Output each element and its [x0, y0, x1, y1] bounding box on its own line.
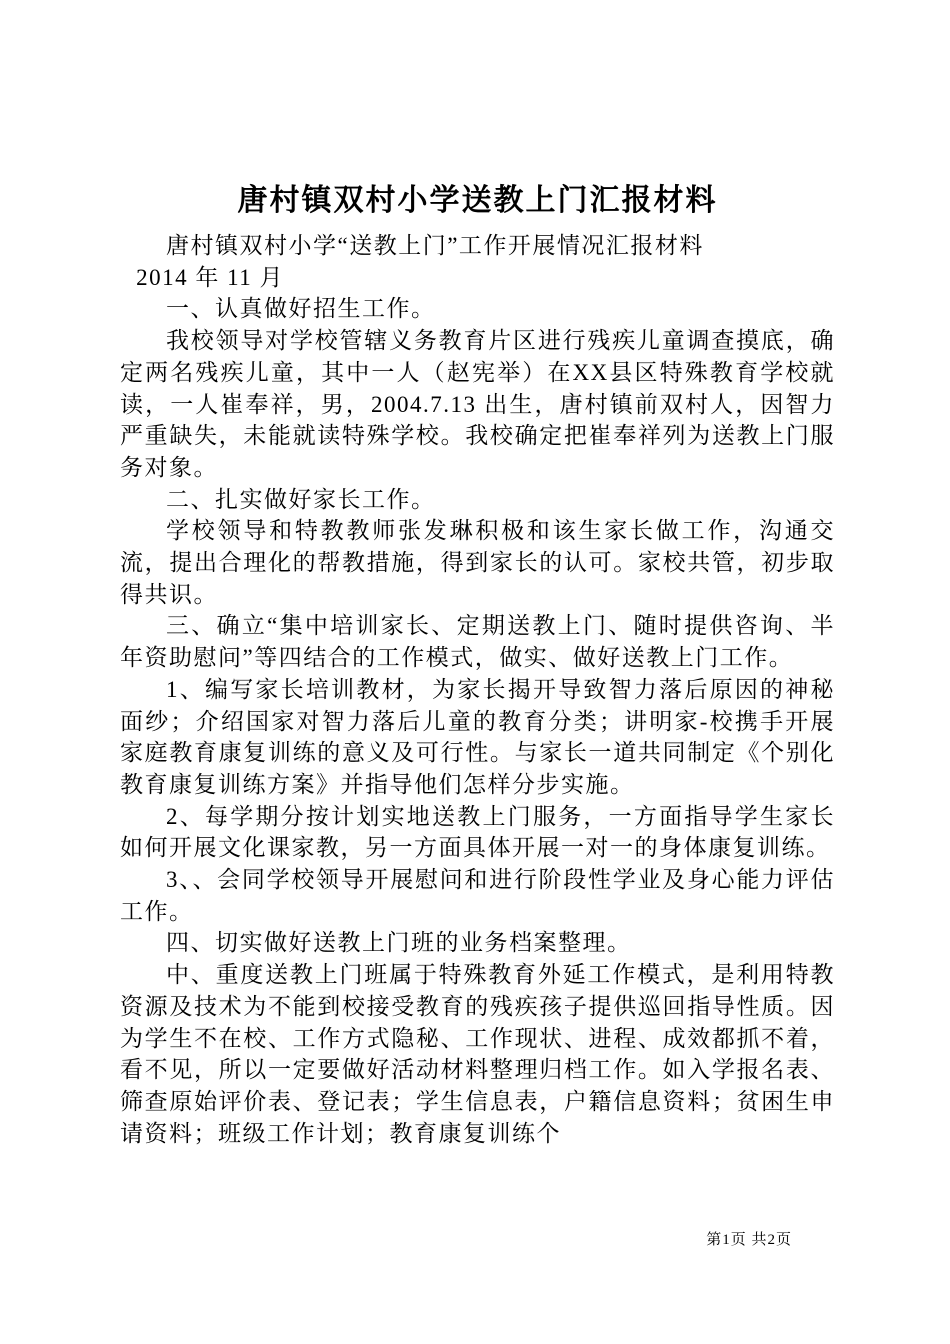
paragraph: 三、确立“集中培训家长、定期送教上门、随时提供咨询、半年资助慰问”等四结合的工作模式，做实、做好送教上门工作。: [120, 613, 835, 671]
document-content: [120, 180, 835, 1149]
paragraph: 二、扎实做好家长工作。: [166, 486, 436, 512]
paragraph: 2、每学期分按计划实地送教上门服务，一方面指导学生家长如何开展文化课家教，另一方面具体开展一对一的身体康复训练。: [120, 803, 835, 861]
page-title: 唐村镇双村小学送教上门汇报材料: [237, 184, 718, 217]
paragraph: 一、认真做好招生工作。: [166, 296, 436, 322]
document-body: [120, 230, 835, 1149]
page-number-footer: 第1页 共2页: [706, 1232, 792, 1248]
paragraph: 四、切实做好送教上门班的业务档案整理。: [166, 930, 632, 956]
paragraph: 2014 年 11 月: [136, 264, 284, 290]
paragraph: 学校领导和特教教师张发琳积极和该生家长做工作，沟通交流，提出合理化的帮教措施，得到家长的认可。家校共管，初步取得共识。: [120, 518, 835, 607]
paragraph: 我校领导对学校管辖义务教育片区进行残疾儿童调查摸底，确定两名残疾儿童，其中一人（赵宪举）在XX县区特殊教育学校就读，一人崔奉祥，男，2004.7.13 出生，唐村镇前双村人，因智力严重缺失，未能就读特殊学校。我校确定把崔奉祥列为送教上门服务对象。: [120, 328, 835, 480]
paragraph: 唐村镇双村小学“送教上门”工作开展情况汇报材料: [166, 233, 704, 258]
paragraph: 中、重度送教上门班属于特殊教育外延工作模式，是利用特教资源及技术为不能到校接受教育的残疾孩子提供巡回指导性质。因为学生不在校、工作方式隐秘、工作现状、进程、成效都抓不着，看不见，所以一定要做好活动材料整理归档工作。如入学报名表、筛查原始评价表、登记表；学生信息表，户籍信息资料；贫困生申请资料；班级工作计划；教育康复训练个: [120, 962, 835, 1146]
paragraph: 1、编写家长培训教材，为家长揭开导致智力落后原因的神秘面纱；介绍国家对智力落后儿童的教育分类；讲明家-校携手开展家庭教育康复训练的意义及可行性。与家长一道共同制定《个别化教育康复训练方案》并指导他们怎样分步实施。: [120, 676, 835, 797]
paragraph: 3、、会同学校领导开展慰问和进行阶段性学业及身心能力评估工作。: [120, 867, 835, 924]
